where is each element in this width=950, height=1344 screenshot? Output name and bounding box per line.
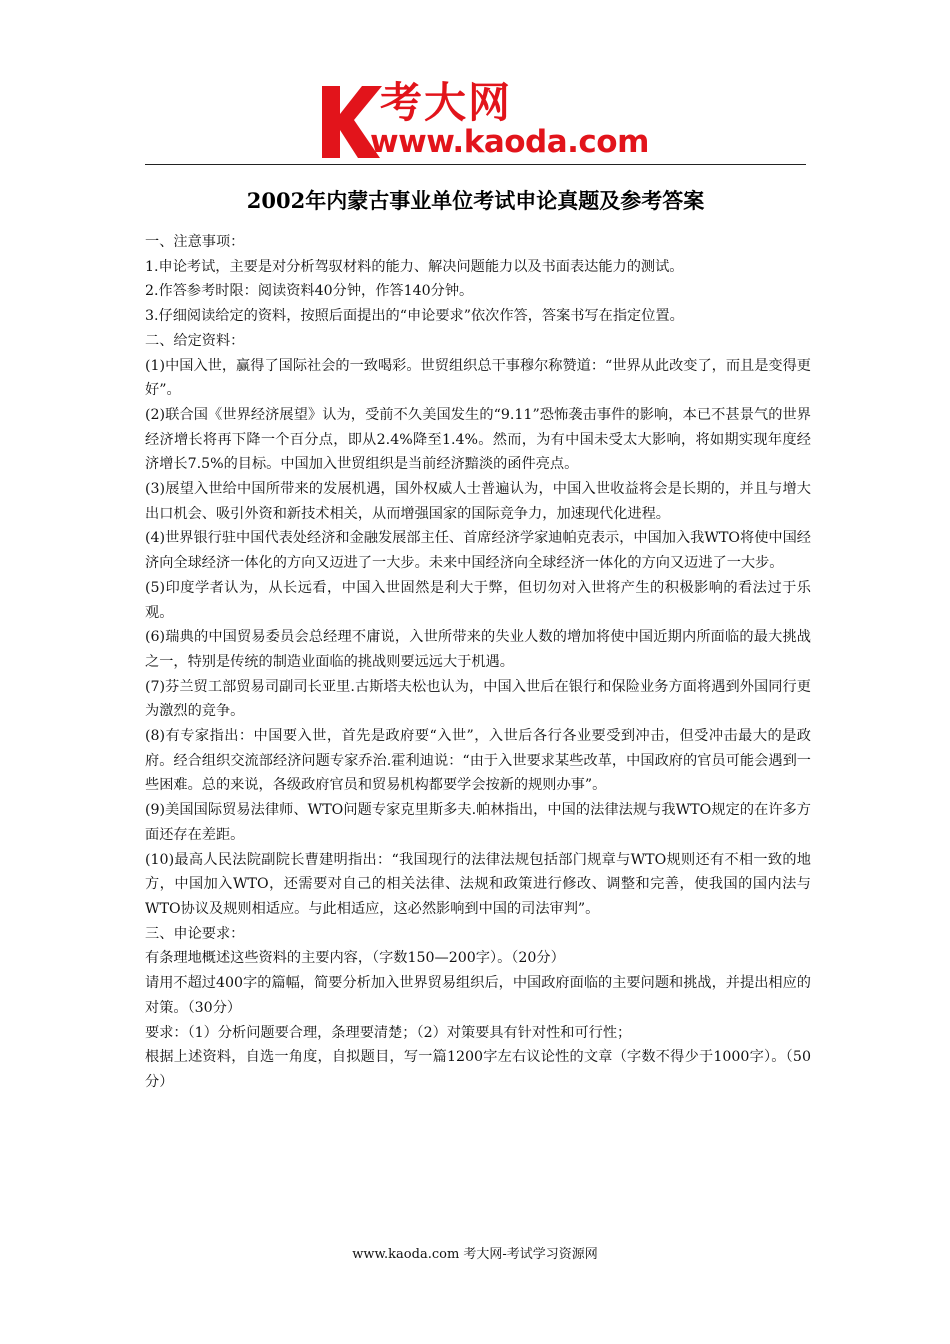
paragraph: (7)芬兰贸工部贸易司副司长亚里.古斯塔夫松也认为，中国入世后在银行和保险业务方面将遇到外国同行更为激烈的竞争。 [145,678,811,720]
paragraph: (10)最高人民法院副院长曹建明指出：“我国现行的法律法规包括部门规章与WTO规则还有不相一致的地方，中国加入WTO，还需要对自己的相关法律、法规和政策进行修改、调整和完善，使我国的国内法与WTO协议及规则相适应。与此相适应，这必然影响到中国的司法审判”。 [145,851,811,917]
paragraph: 三、申论要求： [145,925,245,942]
paragraph: 请用不超过400字的篇幅，简要分析加入世界贸易组织后，中国政府面临的主要问题和挑战，并提出相应的对策。（30分） [145,975,811,1016]
paragraph: (4)世界银行驻中国代表处经济和金融发展部主任、首席经济学家迪帕克表示，中国加入我WTO将使中国经济向全球经济一体化的方向又迈进了一大步。未来中国经济向全球经济一体化的方向又迈进了一大步。 [145,530,811,572]
paragraph: (8)有专家指出：中国要入世，首先是政府要“入世”，入世后各行各业要受到冲击，但受冲击最大的是政府。经合组织交流部经济问题专家乔治.霍利迪说：“由于入世要求某些改革，中国政府的官员可能会遇到一些困难。总的来说，各级政府官员和贸易机构都要学会按新的规则办事”。 [145,728,811,794]
paragraph: 有条理地概述这些资料的主要内容，（字数150—200字）。（20分） [145,950,565,967]
paragraph: (5)印度学者认为，从长远看，中国入世固然是利大于弊，但切勿对入世将产生的积极影响的看法过于乐观。 [145,579,811,621]
header-divider [145,164,806,165]
paragraph: 二、给定资料： [145,332,245,349]
document-body [145,230,811,1095]
paragraph: (6)瑞典的中国贸易委员会总经理不庸说，入世所带来的失业人数的增加将使中国近期内所面临的最大挑战之一，特别是传统的制造业面临的挑战则要远远大于机遇。 [145,629,811,670]
paragraph: (2)联合国《世界经济展望》认为，受前不久美国发生的“9.11”恐怖袭击事件的影响，本已不甚景气的世界经济增长将再下降一个百分点，即从2.4%降至1.4%。然而，为有中国未受太大影响，将如期实现年度经济增长7.5%的目标。中国加入世贸组织是当前经济黯淡的函件亮点。 [145,406,811,473]
paragraph: 一、注意事项： [145,234,245,250]
paragraph: (9)美国国际贸易法律师、WTO问题专家克里斯多夫.帕林指出，中国的法律法规与我WTO规定的在许多方面还存在差距。 [145,802,811,843]
page-footer: www.kaoda.com 考大网-考试学习资源网 [352,1247,598,1262]
paragraph: (1)中国入世，赢得了国际社会的一致喝彩。世贸组织总干事穆尔称赞道：“世界从此改变了，而且是变得更好”。 [145,357,811,399]
logo-url: www.kaoda.com [370,124,649,160]
paragraph: 2.作答参考时限：阅读资料40分钟，作答140分钟。 [145,283,474,300]
kaoda-logo [318,80,648,160]
paragraph: (3)展望入世给中国所带来的发展机遇，国外权威人士普遍认为，中国入世收益将会是长期的，并且与增大出口机会、吸引外资和新技术相关，从而增强国家的国际竞争力，加速现代化进程。 [145,481,811,522]
paragraph: 根据上述资料，自选一角度，自拟题目，写一篇1200字左右议论性的文章（字数不得少于1000字）。（50分） [145,1049,811,1090]
paragraph: 1.申论考试，主要是对分析驾驭材料的能力、解决问题能力以及书面表达能力的测试。 [145,258,684,275]
paragraph: 3.仔细阅读给定的资料，按照后面提出的“申论要求”依次作答，答案书写在指定位置。 [145,308,684,325]
document-title: 2002年内蒙古事业单位考试申论真题及参考答案 [246,188,705,213]
logo-name: 考大网 [380,78,513,127]
paragraph: 要求：（1）分析问题要合理，条理要清楚；（2）对策要具有针对性和可行性； [145,1024,632,1041]
